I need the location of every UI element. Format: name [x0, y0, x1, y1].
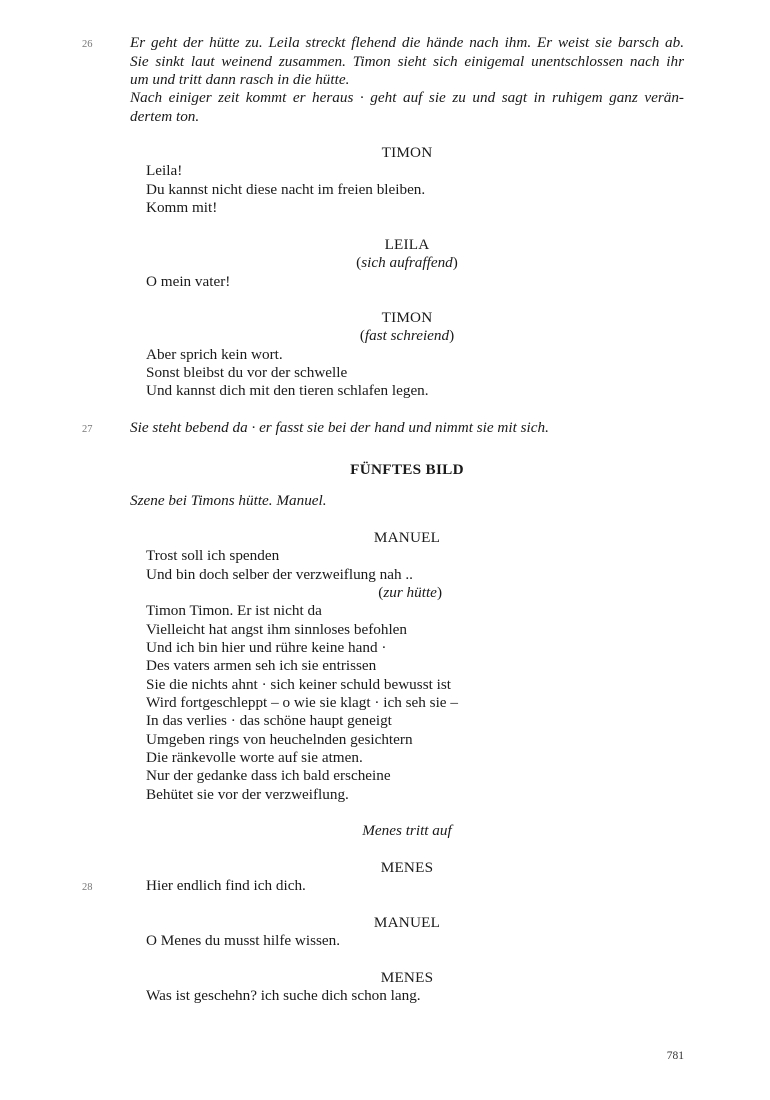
speaker-name: MENES: [380, 859, 434, 876]
verse-line: Trost soll ich spenden: [146, 547, 280, 564]
stage-direction-line: Sie sinkt laut weinend zusammen. Timon sieht sich einigemal unentschlossen nach ihr: [130, 53, 684, 70]
verse-line: Aber sprich kein wort.: [146, 346, 283, 363]
page-number: 781: [666, 1050, 684, 1062]
paren-close: ): [449, 327, 455, 344]
paren-close: ): [452, 254, 458, 271]
direction-text: zur hütte: [383, 584, 437, 601]
entrance-direction: Menes tritt auf: [362, 822, 452, 839]
verse-line: Nur der gedanke dass ich bald erscheine: [146, 767, 391, 784]
speaker-name: TIMON: [381, 309, 433, 326]
speaker-name: MANUEL: [373, 529, 441, 546]
speaker-name: LEILA: [384, 236, 430, 253]
speaker-direction: [130, 327, 684, 345]
scene-title: FÜNFTES BILD: [350, 461, 464, 478]
line-number: 28: [82, 882, 93, 893]
speaker-name: TIMON: [381, 144, 433, 161]
verse-line: Du kannst nicht diese nacht im freien bleiben.: [146, 181, 426, 198]
stage-direction-line: Nach einiger zeit kommt er heraus · geht auf sie zu und sagt in ruhigem ganz verän-: [130, 89, 684, 106]
line-number: 26: [82, 39, 93, 50]
verse-line: Behütet sie vor der verzweiflung.: [146, 786, 349, 803]
line-number: 27: [82, 424, 93, 435]
verse-line: Wird fortgeschleppt – o wie sie klagt · ich seh sie –: [146, 694, 458, 711]
stage-direction-line: um und tritt dann rasch in die hütte.: [130, 71, 350, 88]
stage-direction-line: Er geht der hütte zu. Leila streckt flehend die hände nach ihm. Er weist sie barsch ab.: [130, 34, 684, 51]
verse-line: O Menes du musst hilfe wissen.: [146, 932, 341, 949]
inline-direction: [300, 584, 442, 602]
verse-line: Vielleicht hat angst ihm sinnloses befohlen: [146, 621, 408, 638]
paren-close: ): [436, 584, 442, 601]
scene-setting: Szene bei Timons hütte. Manuel.: [130, 492, 327, 509]
stage-direction-line: dertem ton.: [130, 108, 200, 125]
verse-line: Timon Timon. Er ist nicht da: [146, 602, 322, 619]
verse-line: Des vaters armen seh ich sie entrissen: [146, 657, 377, 674]
verse-line: Leila!: [146, 162, 183, 179]
verse-line: Sonst bleibst du vor der schwelle: [146, 364, 348, 381]
verse-line: Und bin doch selber der verzweiflung nah ..: [146, 566, 413, 583]
paren-open: (: [356, 254, 362, 271]
speaker-name: MENES: [380, 969, 434, 986]
verse-line: Und kannst dich mit den tieren schlafen legen.: [146, 382, 429, 399]
verse-line: Hier endlich find ich dich.: [146, 877, 306, 894]
speaker-direction: [130, 254, 684, 272]
verse-line: Umgeben rings von heuchelnden gesichtern: [146, 731, 413, 748]
verse-line: Und ich bin hier und rühre keine hand ·: [146, 639, 387, 656]
stage-direction-line: Sie steht bebend da · er fasst sie bei der hand und nimmt sie mit sich.: [130, 419, 549, 436]
verse-line: Was ist geschehn? ich suche dich schon lang.: [146, 987, 421, 1004]
paren-open: (: [378, 584, 384, 601]
verse-line: Komm mit!: [146, 199, 218, 216]
direction-text: fast schreiend: [364, 327, 450, 344]
direction-text: sich aufraffend: [361, 254, 453, 271]
paren-open: (: [359, 327, 365, 344]
speaker-name: MANUEL: [373, 914, 441, 931]
verse-line: In das verlies · das schöne haupt geneigt: [146, 712, 392, 729]
verse-line: O mein vater!: [146, 273, 231, 290]
verse-line: Sie die nichts ahnt · sich keiner schuld bewusst ist: [146, 676, 451, 693]
verse-line: Die ränkevolle worte auf sie atmen.: [146, 749, 363, 766]
